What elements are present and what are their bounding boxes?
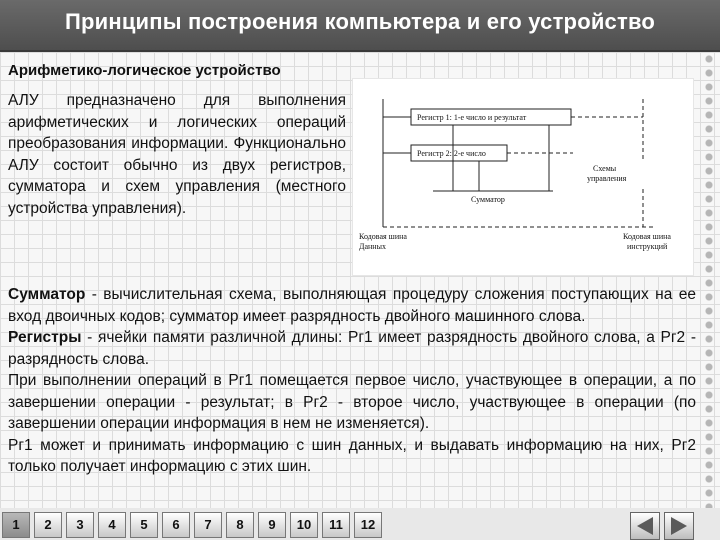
page-button-4[interactable]: 4	[98, 512, 126, 538]
next-page-button[interactable]	[664, 512, 694, 540]
control-label-1: Схемы	[593, 164, 617, 173]
operation-paragraph: При выполнении операций в Рг1 помещается первое число, участвующее в операции, а по завершении операции - результат; в Рг2 - второе число, участвующее в операции (по завершении операции информация в нем не изменяется).	[8, 372, 696, 432]
page-button-2[interactable]: 2	[34, 512, 62, 538]
triangle-left-icon	[631, 513, 659, 539]
alu-paragraph	[6, 90, 346, 219]
register1-label: Регистр 1: 1-е число и результат	[417, 113, 527, 122]
alu-diagram	[352, 78, 694, 276]
bus-code-label-1: Кодовая шина	[359, 232, 407, 241]
page-button-12[interactable]: 12	[354, 512, 382, 538]
page-button-9[interactable]: 9	[258, 512, 286, 538]
bus-paragraph: Рг1 может и принимать информацию с шин данных, и выдавать информацию на них, Рг2 только получает информацию с этих шин.	[8, 436, 696, 475]
page-button-3[interactable]: 3	[66, 512, 94, 538]
registers-term: Регистры	[8, 329, 82, 346]
alu-text: предназначено для выполнения арифметических и логических операций преобразования информации. Функционально АЛУ состоит обычно из двух регистров, сумматора и схем управления (местного устройства управления).	[8, 92, 346, 217]
register2-label: Регистр 2: 2-е число	[417, 149, 486, 158]
adder-paragraph	[6, 284, 696, 327]
notebook-binding	[698, 52, 720, 540]
alu-diagram-svg	[353, 79, 693, 275]
prev-page-button[interactable]	[630, 512, 660, 540]
adder-label: Сумматор	[471, 195, 505, 204]
page-button-1[interactable]: 1	[2, 512, 30, 538]
page-button-7[interactable]: 7	[194, 512, 222, 538]
control-label-2: управления	[587, 174, 627, 183]
page-button-8[interactable]: 8	[226, 512, 254, 538]
slide-header	[0, 0, 720, 52]
alu-term: АЛУ	[8, 92, 39, 109]
page-navigation	[0, 508, 720, 540]
page-button-5[interactable]: 5	[130, 512, 158, 538]
bus-code-label-2: Данных	[359, 242, 386, 251]
triangle-right-icon	[665, 513, 693, 539]
registers-text: - ячейки памяти различной длины: Рг1 имеет разрядность двойного слова, а Рг2 - разрядность слова.	[8, 329, 696, 368]
page-button-11[interactable]: 11	[322, 512, 350, 538]
section-title: Арифметико-логическое устройство	[8, 62, 281, 79]
page-title: Принципы построения компьютера и его устройство	[64, 9, 656, 34]
slide-page	[0, 52, 720, 540]
adder-term: Сумматор	[8, 286, 86, 303]
page-button-10[interactable]: 10	[290, 512, 318, 538]
slide-content	[6, 60, 696, 478]
bus-instr-label-1: Кодовая шина	[623, 232, 671, 241]
bus-instr-label-2: инструкций	[627, 242, 668, 251]
adder-text: - вычислительная схема, выполняющая процедуру сложения поступающих на ее вход двоичных кодов; сумматор имеет разрядность двойного машинного слова.	[8, 286, 696, 325]
page-button-6[interactable]: 6	[162, 512, 190, 538]
registers-paragraph	[6, 327, 696, 370]
